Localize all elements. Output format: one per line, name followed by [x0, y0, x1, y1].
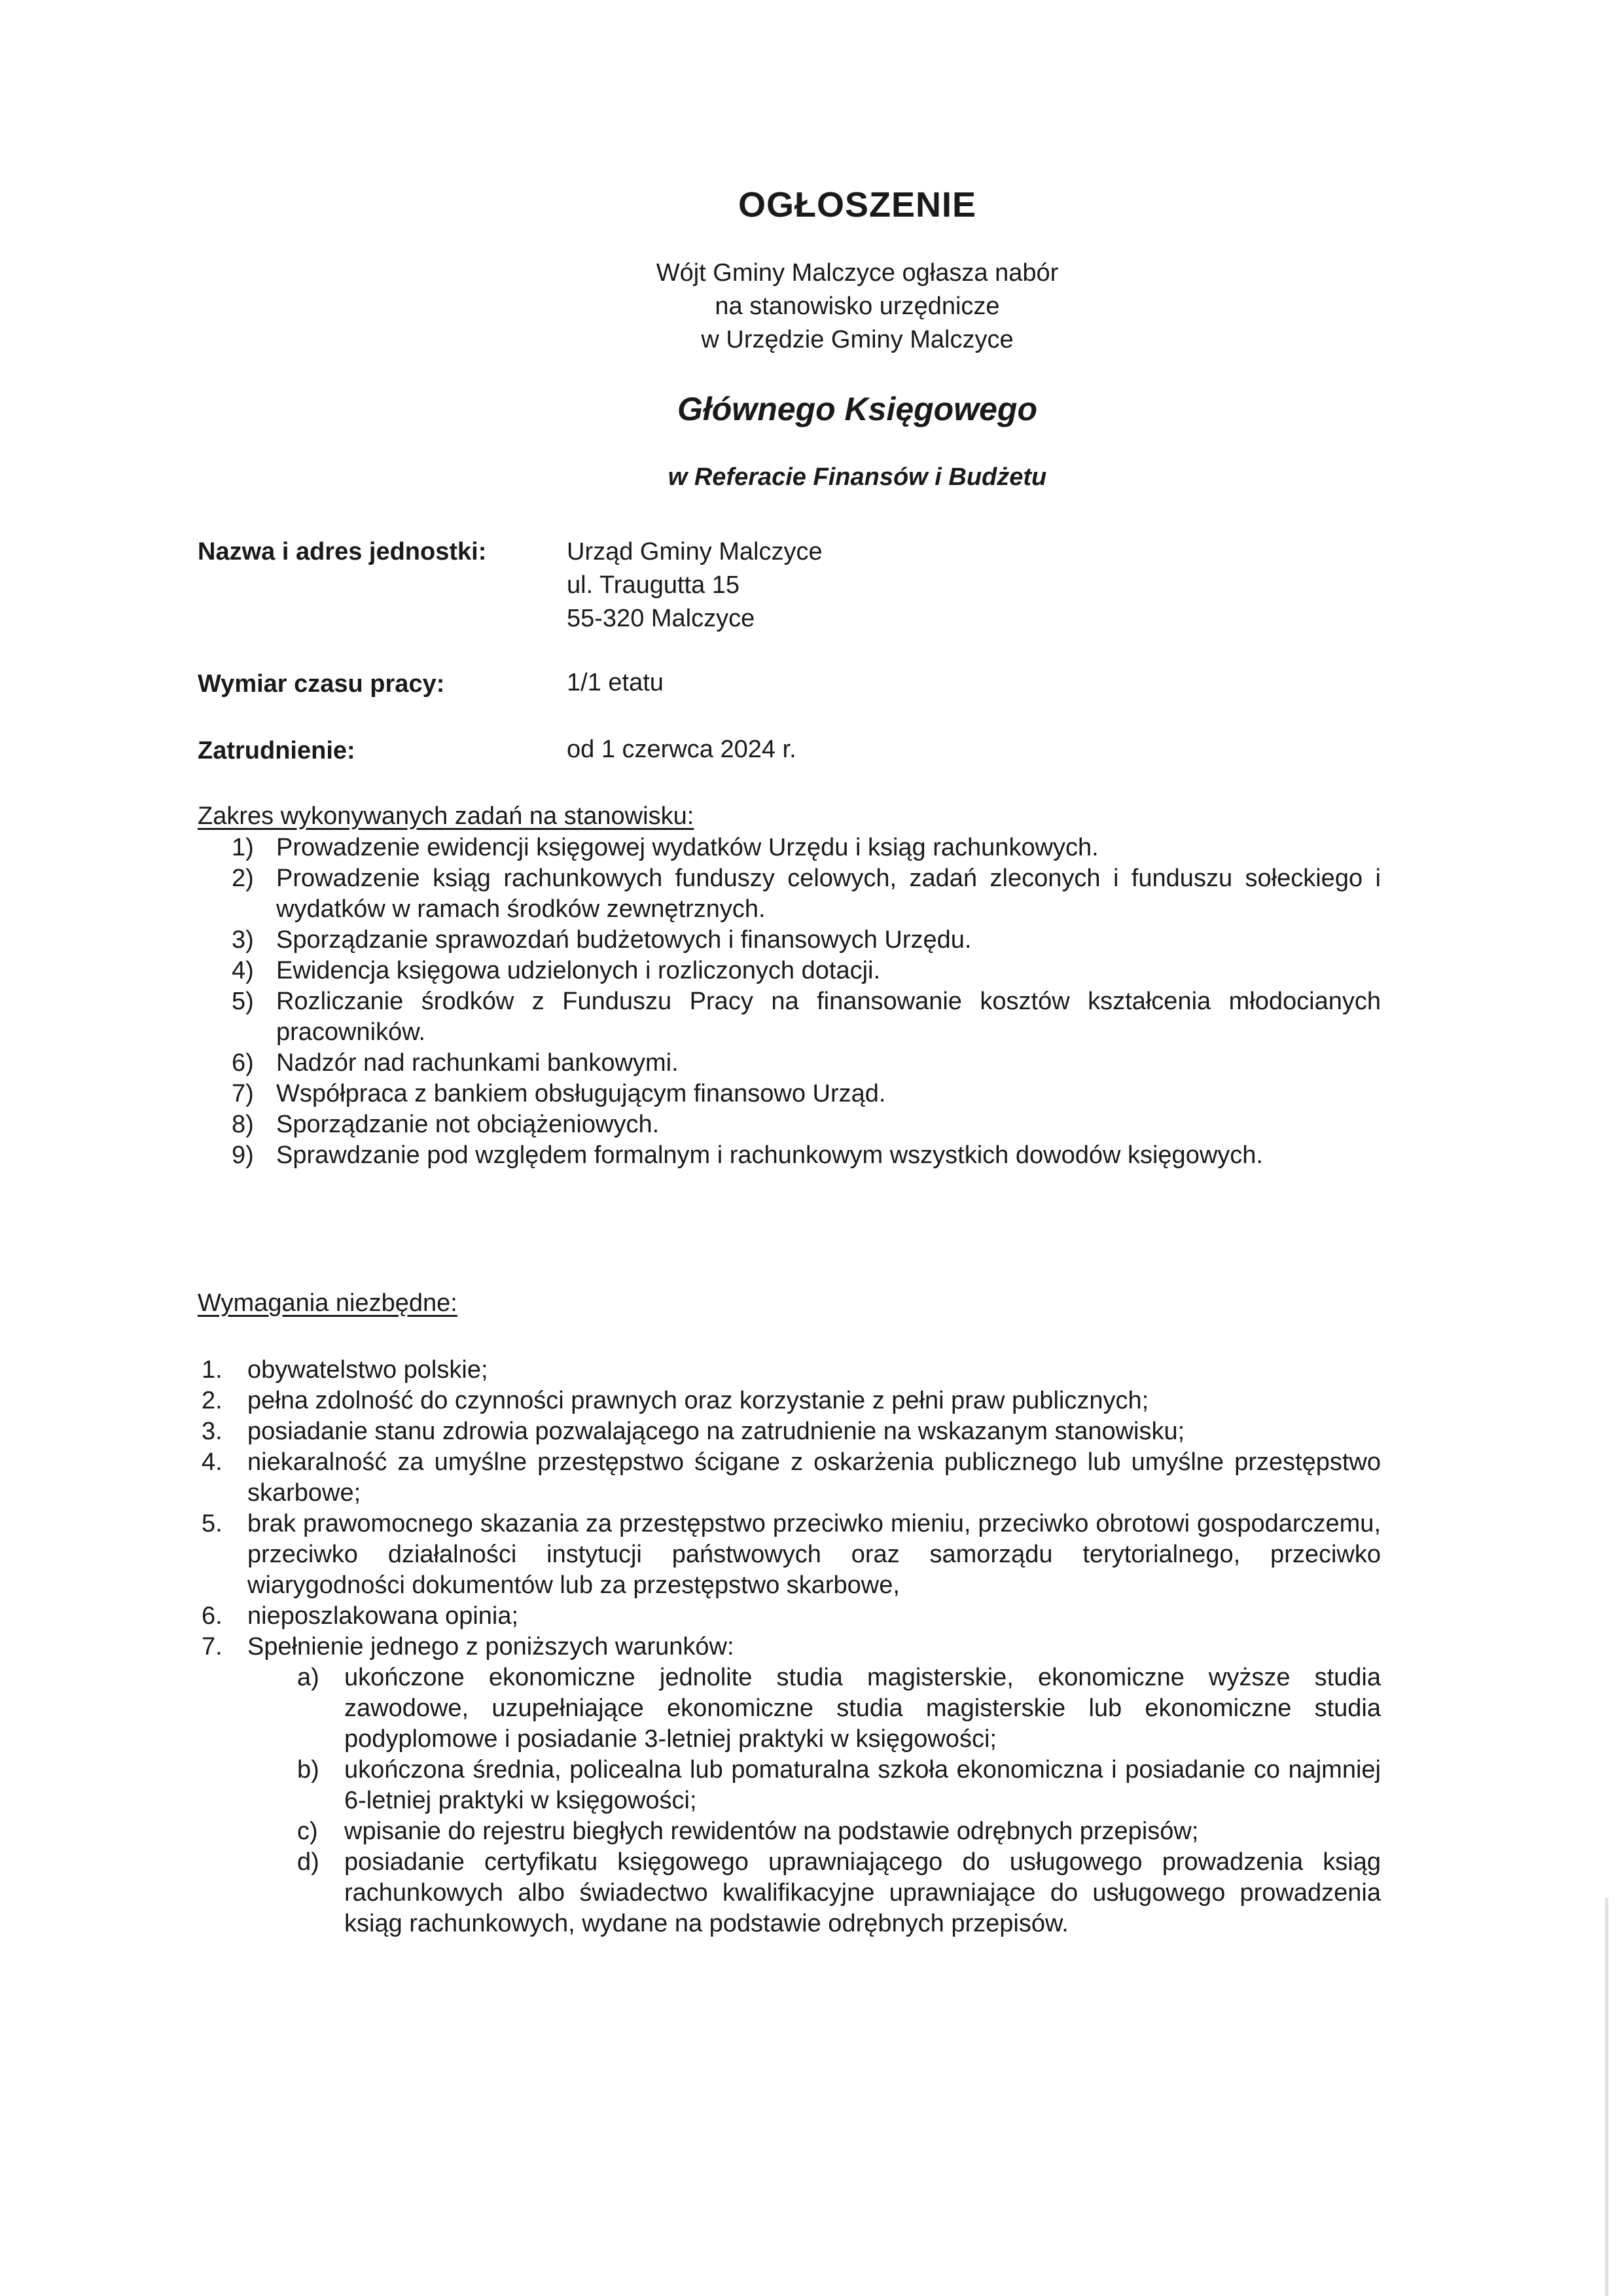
intro-line: na stanowisko urzędnicze — [715, 293, 1000, 320]
conditions-sublist — [247, 1662, 1381, 1939]
item-number: 7) — [232, 1080, 254, 1107]
unit-address-line: ul. Traugutta 15 — [567, 571, 740, 599]
item-text: posiadanie certyfikatu księgowego uprawniającego do usługowego prowadzenia ksiąg rachunkowych albo świadectwo kwalifikacyjne uprawniające do usługowego prowadzenia ksiąg rachunkowych, wydane na podstawie odrębnych przepisów. — [344, 1848, 1381, 1937]
list-item — [198, 1416, 1381, 1447]
item-number: 7. — [202, 1633, 223, 1660]
item-text: posiadanie stanu zdrowia pozwalającego na zatrudnienie na wskazanym stanowisku; — [247, 1418, 1185, 1445]
item-text: Prowadzenie ewidencji księgowej wydatków Urzędu i ksiąg rachunkowych. — [276, 834, 1099, 861]
item-number: a) — [297, 1664, 319, 1691]
item-text: brak prawomocnego skazania za przestępstwo przeciwko mieniu, przeciwko obrotowi gospodarczemu, przeciwko działalności instytucji państwowych oraz samorządu terytorialnego, przeciwko wiarygodności dokumentów lub za przestępstwo skarbowe, — [247, 1510, 1381, 1599]
item-text: Nadzór nad rachunkami bankowymi. — [276, 1049, 679, 1077]
item-text: ukończona średnia, policealna lub pomaturalna szkoła ekonomiczna i posiadanie co najmniej 6-letniej praktyki w księgowości; — [344, 1756, 1381, 1814]
list-item — [247, 1755, 1381, 1816]
unit-address-line: Urząd Gminy Malczyce — [567, 538, 823, 565]
item-text: Rozliczanie środków z Funduszu Pracy na finansowanie kosztów kształcenia młodocianych pracowników. — [276, 988, 1381, 1046]
item-text: Ewidencja księgowa udzielonych i rozliczonych dotacji. — [276, 957, 881, 984]
item-number: 1) — [232, 834, 254, 861]
item-text: nieposzlakowana opinia; — [247, 1602, 519, 1630]
list-item — [198, 833, 1381, 863]
employment-value: od 1 czerwca 2024 r. — [567, 736, 796, 763]
list-item — [247, 1662, 1381, 1755]
list-item — [198, 1601, 1381, 1632]
list-item — [198, 956, 1381, 986]
item-number: d) — [297, 1848, 319, 1876]
tasks-list — [198, 833, 1381, 1171]
worktime-label: Wymiar czasu pracy: — [198, 670, 445, 698]
item-number: 6. — [202, 1602, 223, 1630]
unit-label: Nazwa i adres jednostki: — [198, 538, 487, 565]
item-text: Sporządzanie sprawozdań budżetowych i finansowych Urzędu. — [276, 926, 972, 954]
item-number: 4) — [232, 957, 254, 984]
item-number: b) — [297, 1756, 319, 1784]
item-number: 1. — [202, 1356, 223, 1384]
requirements-heading: Wymagania niezbędne: — [198, 1289, 457, 1317]
item-text: wpisanie do rejestru biegłych rewidentów na podstawie odrębnych przepisów; — [344, 1818, 1199, 1845]
list-item — [198, 1079, 1381, 1109]
list-item — [198, 1632, 1381, 1939]
employment-label: Zatrudnienie: — [198, 737, 355, 764]
list-item — [198, 925, 1381, 956]
item-text: niekaralność za umyślne przestępstwo ścigane z oskarżenia publicznego lub umyślne przestępstwo skarbowe; — [247, 1448, 1381, 1507]
item-number: 4. — [202, 1448, 223, 1476]
list-item — [198, 1355, 1381, 1386]
intro-line: w Urzędzie Gminy Malczyce — [701, 326, 1014, 353]
position-name: Głównego Księgowego — [677, 391, 1038, 427]
item-number: 8) — [232, 1111, 254, 1138]
list-item — [198, 986, 1381, 1048]
list-item — [198, 1386, 1381, 1416]
item-number: 3) — [232, 926, 254, 954]
intro-line: Wójt Gminy Malczyce ogłasza nabór — [656, 259, 1059, 287]
item-text: obywatelstwo polskie; — [247, 1356, 488, 1384]
item-number: 2. — [202, 1387, 223, 1414]
item-number: 5. — [202, 1510, 223, 1537]
item-text: Sprawdzanie pod względem formalnym i rachunkowym wszystkich dowodów księgowych. — [276, 1141, 1263, 1169]
list-item — [198, 1447, 1381, 1509]
list-item — [198, 863, 1381, 925]
item-number: 9) — [232, 1141, 254, 1169]
item-number: c) — [297, 1818, 318, 1845]
list-item — [198, 1140, 1381, 1171]
item-number: 6) — [232, 1049, 254, 1077]
unit-address-line: 55-320 Malczyce — [567, 605, 755, 632]
item-number: 2) — [232, 865, 254, 892]
item-text: pełna zdolność do czynności prawnych oraz korzystanie z pełni praw publicznych; — [247, 1387, 1149, 1414]
item-text: Współpraca z bankiem obsługującym finansowo Urząd. — [276, 1080, 886, 1107]
list-item — [198, 1048, 1381, 1079]
unit-address — [567, 535, 823, 636]
requirements-list — [198, 1355, 1381, 1939]
list-item — [247, 1816, 1381, 1847]
list-item — [198, 1509, 1381, 1601]
item-number: 5) — [232, 988, 254, 1015]
list-item — [198, 1109, 1381, 1140]
item-text: Sporządzanie not obciążeniowych. — [276, 1111, 660, 1138]
list-item — [247, 1847, 1381, 1939]
item-text: Spełnienie jednego z poniższych warunków: — [247, 1633, 734, 1660]
scan-edge-shadow — [1605, 1898, 1609, 2296]
item-number: 3. — [202, 1418, 223, 1445]
worktime-value: 1/1 etatu — [567, 669, 664, 696]
announcement-title: OGŁOSZENIE — [738, 185, 977, 224]
department-name: w Referacie Finansów i Budżetu — [668, 463, 1047, 491]
tasks-heading: Zakres wykonywanych zadań na stanowisku: — [198, 802, 694, 830]
announcement-intro — [92, 257, 1623, 357]
item-text: Prowadzenie ksiąg rachunkowych funduszy celowych, zadań zleconych i funduszu sołeckiego i wydatków w ramach środków zewnętrznych. — [276, 865, 1381, 923]
item-text: ukończone ekonomiczne jednolite studia magisterskie, ekonomiczne wyższe studia zawodowe, uzupełniające ekonomiczne studia magisterskie lub ekonomiczne studia podyplomowe i posiadanie 3-letniej praktyki w księgowości; — [344, 1664, 1381, 1753]
